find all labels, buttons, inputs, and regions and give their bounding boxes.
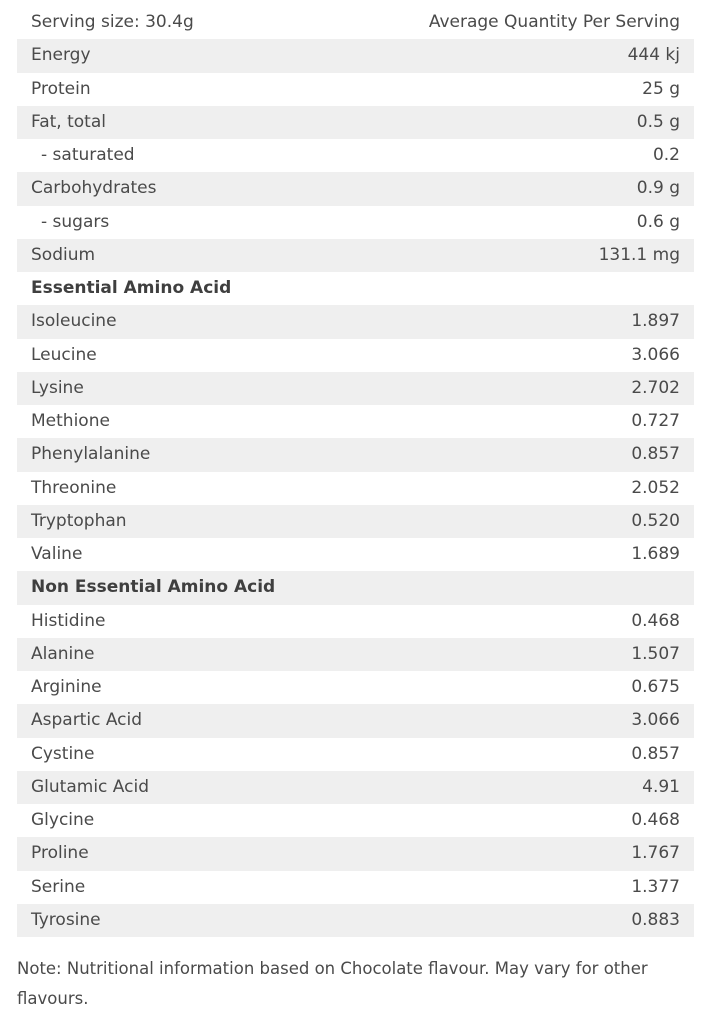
section-heading-non-essential — [17, 571, 694, 604]
row-label: Glutamic Acid — [31, 776, 149, 797]
row-label: Phenylalanine — [31, 444, 151, 465]
row-label: Serine — [31, 876, 86, 897]
row-value: 0.2 — [652, 145, 680, 166]
table-row-energy — [17, 39, 694, 72]
table-row — [17, 771, 694, 804]
row-label: Glycine — [31, 810, 95, 831]
row-value: 4.91 — [642, 776, 680, 797]
table-row-saturated — [17, 139, 694, 172]
row-value: 444 kj — [627, 45, 680, 66]
row-label: Aspartic Acid — [31, 710, 143, 731]
row-label: Protein — [31, 78, 91, 99]
table-row — [17, 704, 694, 737]
row-value: 0.468 — [631, 610, 680, 631]
row-label: Tryptophan — [31, 510, 127, 531]
row-value: 3.066 — [631, 710, 680, 731]
section-title: Non Essential Amino Acid — [31, 577, 276, 598]
row-label: Arginine — [31, 677, 102, 698]
row-value: 0.520 — [631, 510, 680, 531]
row-label: Tyrosine — [31, 909, 101, 930]
table-row — [17, 837, 694, 870]
row-label: Alanine — [31, 643, 95, 664]
row-label: Methione — [31, 411, 110, 432]
row-value: 1.767 — [631, 843, 680, 864]
nutrition-note: Note: Nutritional information based on Chocolate flavour. May vary for other flavours. — [17, 959, 648, 1008]
row-value: 0.9 g — [636, 178, 680, 199]
table-row-sugars — [17, 206, 694, 239]
table-row — [17, 738, 694, 771]
row-value: 131.1 mg — [598, 244, 680, 265]
row-label: Energy — [31, 45, 91, 66]
row-value: 0.857 — [631, 743, 680, 764]
row-value: 25 g — [642, 78, 680, 99]
table-row — [17, 372, 694, 405]
row-value: 0.468 — [631, 810, 680, 831]
table-row — [17, 871, 694, 904]
section-title: Essential Amino Acid — [31, 278, 232, 299]
row-value: 2.702 — [631, 377, 680, 398]
table-row-carbohydrates — [17, 172, 694, 205]
row-value: 1.507 — [631, 643, 680, 664]
section-heading-essential — [17, 272, 694, 305]
row-value: 0.883 — [631, 909, 680, 930]
table-row-sodium — [17, 239, 694, 272]
table-row — [17, 904, 694, 937]
row-label: Threonine — [31, 477, 117, 498]
row-label: Sodium — [31, 244, 96, 265]
row-label: Proline — [31, 843, 89, 864]
average-quantity-label: Average Quantity Per Serving — [428, 12, 680, 33]
row-value: 2.052 — [631, 477, 680, 498]
row-label: Isoleucine — [31, 311, 117, 332]
row-value: 0.5 g — [636, 111, 680, 132]
row-value: 0.6 g — [636, 211, 680, 232]
row-label: - saturated — [41, 145, 135, 166]
row-label: Fat, total — [31, 111, 106, 132]
row-value: 0.857 — [631, 444, 680, 465]
row-label: Valine — [31, 544, 83, 565]
row-label: Lysine — [31, 377, 84, 398]
table-row — [17, 405, 694, 438]
row-label: Cystine — [31, 743, 95, 764]
table-row — [17, 305, 694, 338]
row-value: 0.675 — [631, 677, 680, 698]
row-label: Leucine — [31, 344, 97, 365]
row-label: Histidine — [31, 610, 106, 631]
table-row — [17, 605, 694, 638]
table-row — [17, 472, 694, 505]
table-row — [17, 505, 694, 538]
row-label: - sugars — [41, 211, 110, 232]
row-value: 1.377 — [631, 876, 680, 897]
row-value: 3.066 — [631, 344, 680, 365]
table-row — [17, 438, 694, 471]
table-header — [17, 6, 694, 39]
serving-size-label: Serving size: 30.4g — [31, 12, 194, 33]
table-row-protein — [17, 73, 694, 106]
table-row — [17, 671, 694, 704]
table-row — [17, 638, 694, 671]
table-row — [17, 538, 694, 571]
row-value: 0.727 — [631, 411, 680, 432]
row-value: 1.689 — [631, 544, 680, 565]
row-label: Carbohydrates — [31, 178, 157, 199]
table-row — [17, 804, 694, 837]
table-row-fat-total — [17, 106, 694, 139]
row-value: 1.897 — [631, 311, 680, 332]
table-row — [17, 339, 694, 372]
nutrition-table — [17, 6, 694, 937]
